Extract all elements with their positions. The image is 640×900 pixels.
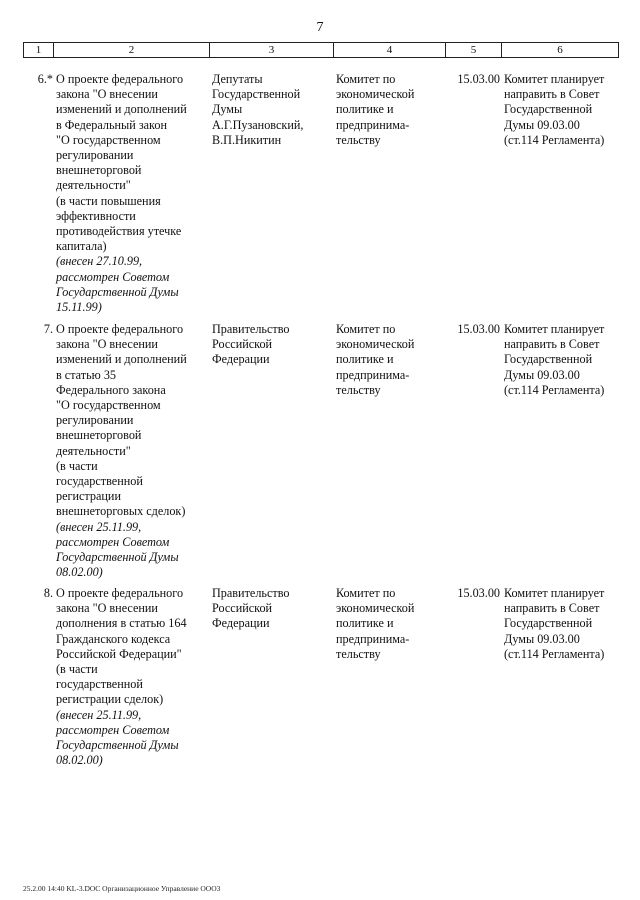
author-line: В.П.Никитин — [212, 132, 282, 147]
committee-note — [504, 72, 622, 148]
bill-status-line: рассмотрен Советом — [56, 269, 170, 284]
committee-note — [504, 586, 622, 662]
committee-line: Комитет по — [336, 586, 396, 600]
bill-title-line: изменений и дополнений — [56, 102, 187, 117]
bill-title-line: в статью 35 — [56, 367, 117, 382]
bill-title-line: государственной — [56, 677, 143, 692]
committee-line: тельству — [336, 382, 381, 397]
note-line: (ст.114 Регламента) — [504, 382, 605, 397]
committee-line: тельству — [336, 132, 381, 147]
note-line: Думы 09.03.00 — [504, 117, 580, 132]
bill-status-line: (внесен 25.11.99, — [56, 707, 142, 722]
bill-title — [56, 72, 208, 315]
author-line: Правительство — [212, 322, 290, 336]
bill-title-line: дополнения в статью 164 — [56, 616, 187, 631]
committee-line: политике и — [336, 102, 394, 117]
bill-title-line: деятельности" — [56, 178, 131, 193]
bill-title-line: О проекте федерального — [56, 586, 184, 600]
bill-status-line: (внесен 27.10.99, — [56, 254, 143, 269]
committee-line: предпринима- — [336, 367, 410, 382]
bill-title-line: О проекте федерального — [56, 322, 184, 336]
bill-title-line: деятельности" — [56, 443, 131, 458]
author-line: Федерации — [212, 352, 270, 367]
bill-title-line: изменений и дополнений — [56, 352, 187, 367]
bill-title-line: регулировании — [56, 148, 134, 163]
table-header-row — [23, 42, 619, 58]
bill-title-line: эффективности — [56, 208, 136, 223]
header-col-2: 2 — [54, 43, 210, 57]
bill-title-line: Гражданского кодекса — [56, 631, 171, 646]
bill-status-line: (внесен 25.11.99, — [56, 519, 142, 534]
entry-number: 7. — [43, 322, 53, 336]
responsible-committee — [336, 586, 446, 662]
committee-line: экономической — [336, 337, 415, 352]
note-line: направить в Совет — [504, 601, 600, 616]
bill-title-line: закона "О внесении — [56, 337, 158, 352]
committee-line: Комитет по — [336, 322, 396, 336]
header-col-3: 3 — [210, 43, 334, 57]
bill-title-line: Федерального закона — [56, 382, 166, 397]
bill-title — [56, 322, 208, 580]
bill-status-line: Государственной Думы — [56, 284, 179, 299]
page-number: 7 — [316, 20, 324, 35]
entry-number: 6.* — [37, 72, 53, 86]
document-footer: 25.2.00 14:40 KL-3.DOC Организационное Управление ООО3 — [23, 884, 221, 893]
note-line: Комитет планирует — [504, 72, 605, 86]
review-date: 15.03.00 — [457, 322, 500, 336]
author-line: Государственной — [212, 87, 301, 102]
note-line: Государственной — [504, 102, 593, 117]
author-line: Российской — [212, 601, 273, 616]
author-line: Российской — [212, 337, 273, 352]
bill-title-line: О проекте федерального — [56, 72, 184, 86]
entry-number: 8. — [43, 586, 53, 600]
note-line: направить в Совет — [504, 87, 600, 102]
bill-status-line: Государственной Думы — [56, 738, 179, 753]
bill-title-line: внешнеторговой — [56, 163, 142, 178]
header-col-6: 6 — [557, 44, 563, 56]
note-line: Комитет планирует — [504, 322, 605, 336]
bill-title-line: внешнеторговой — [56, 428, 142, 443]
committee-line: предпринима- — [336, 117, 410, 132]
bill-status-line: Государственной Думы — [56, 550, 179, 565]
author-line: Правительство — [212, 586, 290, 600]
committee-note — [504, 322, 622, 398]
committee-line: политике и — [336, 616, 394, 631]
bill-status-line: 08.02.00) — [56, 565, 103, 580]
bill-status-line: рассмотрен Советом — [56, 534, 170, 549]
note-line: Комитет планирует — [504, 586, 605, 600]
bill-title-line: капитала) — [56, 239, 107, 254]
bill-title-line: регулировании — [56, 413, 134, 428]
bill-title — [56, 586, 208, 768]
committee-line: предпринима- — [336, 631, 410, 646]
author-line: Думы — [212, 102, 243, 117]
committee-line: Комитет по — [336, 72, 396, 86]
review-date: 15.03.00 — [457, 586, 500, 600]
bill-title-line: внешнеторговых сделок) — [56, 504, 186, 519]
committee-line: тельству — [336, 646, 381, 661]
committee-line: политике и — [336, 352, 394, 367]
bill-author — [212, 586, 330, 632]
bill-title-line: противодействия утечке — [56, 224, 182, 239]
bill-title-line: "О государственном — [56, 132, 161, 147]
responsible-committee — [336, 322, 446, 398]
bill-title-line: "О государственном — [56, 398, 161, 413]
header-col-5: 5 — [446, 43, 502, 57]
review-date: 15.03.00 — [457, 72, 500, 86]
note-line: Государственной — [504, 616, 593, 631]
committee-line: экономической — [336, 601, 415, 616]
bill-title-line: закона "О внесении — [56, 87, 158, 102]
bill-title-line: в Федеральный закон — [56, 117, 167, 132]
author-line: Федерации — [212, 616, 270, 631]
bill-title-line: (в части повышения — [56, 193, 161, 208]
note-line: направить в Совет — [504, 337, 600, 352]
note-line: (ст.114 Регламента) — [504, 646, 605, 661]
bill-title-line: Российской Федерации" — [56, 646, 182, 661]
bill-status-line: рассмотрен Советом — [56, 722, 170, 737]
bill-title-line: (в части — [56, 458, 98, 473]
header-col-4: 4 — [334, 43, 446, 57]
bill-author — [212, 72, 330, 148]
bill-title-line: государственной — [56, 474, 143, 489]
note-line: Думы 09.03.00 — [504, 631, 580, 646]
bill-title-line: (в части — [56, 662, 98, 677]
bill-title-line: регистрации — [56, 489, 121, 504]
bill-title-line: регистрации сделок) — [56, 692, 164, 707]
note-line: (ст.114 Регламента) — [504, 132, 605, 147]
note-line: Думы 09.03.00 — [504, 367, 580, 382]
header-col-1: 1 — [24, 43, 54, 57]
responsible-committee — [336, 72, 446, 148]
author-line: Депутаты — [212, 72, 263, 86]
bill-status-line: 15.11.99) — [56, 300, 102, 315]
bill-title-line: закона "О внесении — [56, 601, 158, 616]
bill-status-line: 08.02.00) — [56, 753, 103, 768]
bill-author — [212, 322, 330, 368]
committee-line: экономической — [336, 87, 415, 102]
note-line: Государственной — [504, 352, 593, 367]
author-line: А.Г.Пузановский, — [212, 117, 304, 132]
